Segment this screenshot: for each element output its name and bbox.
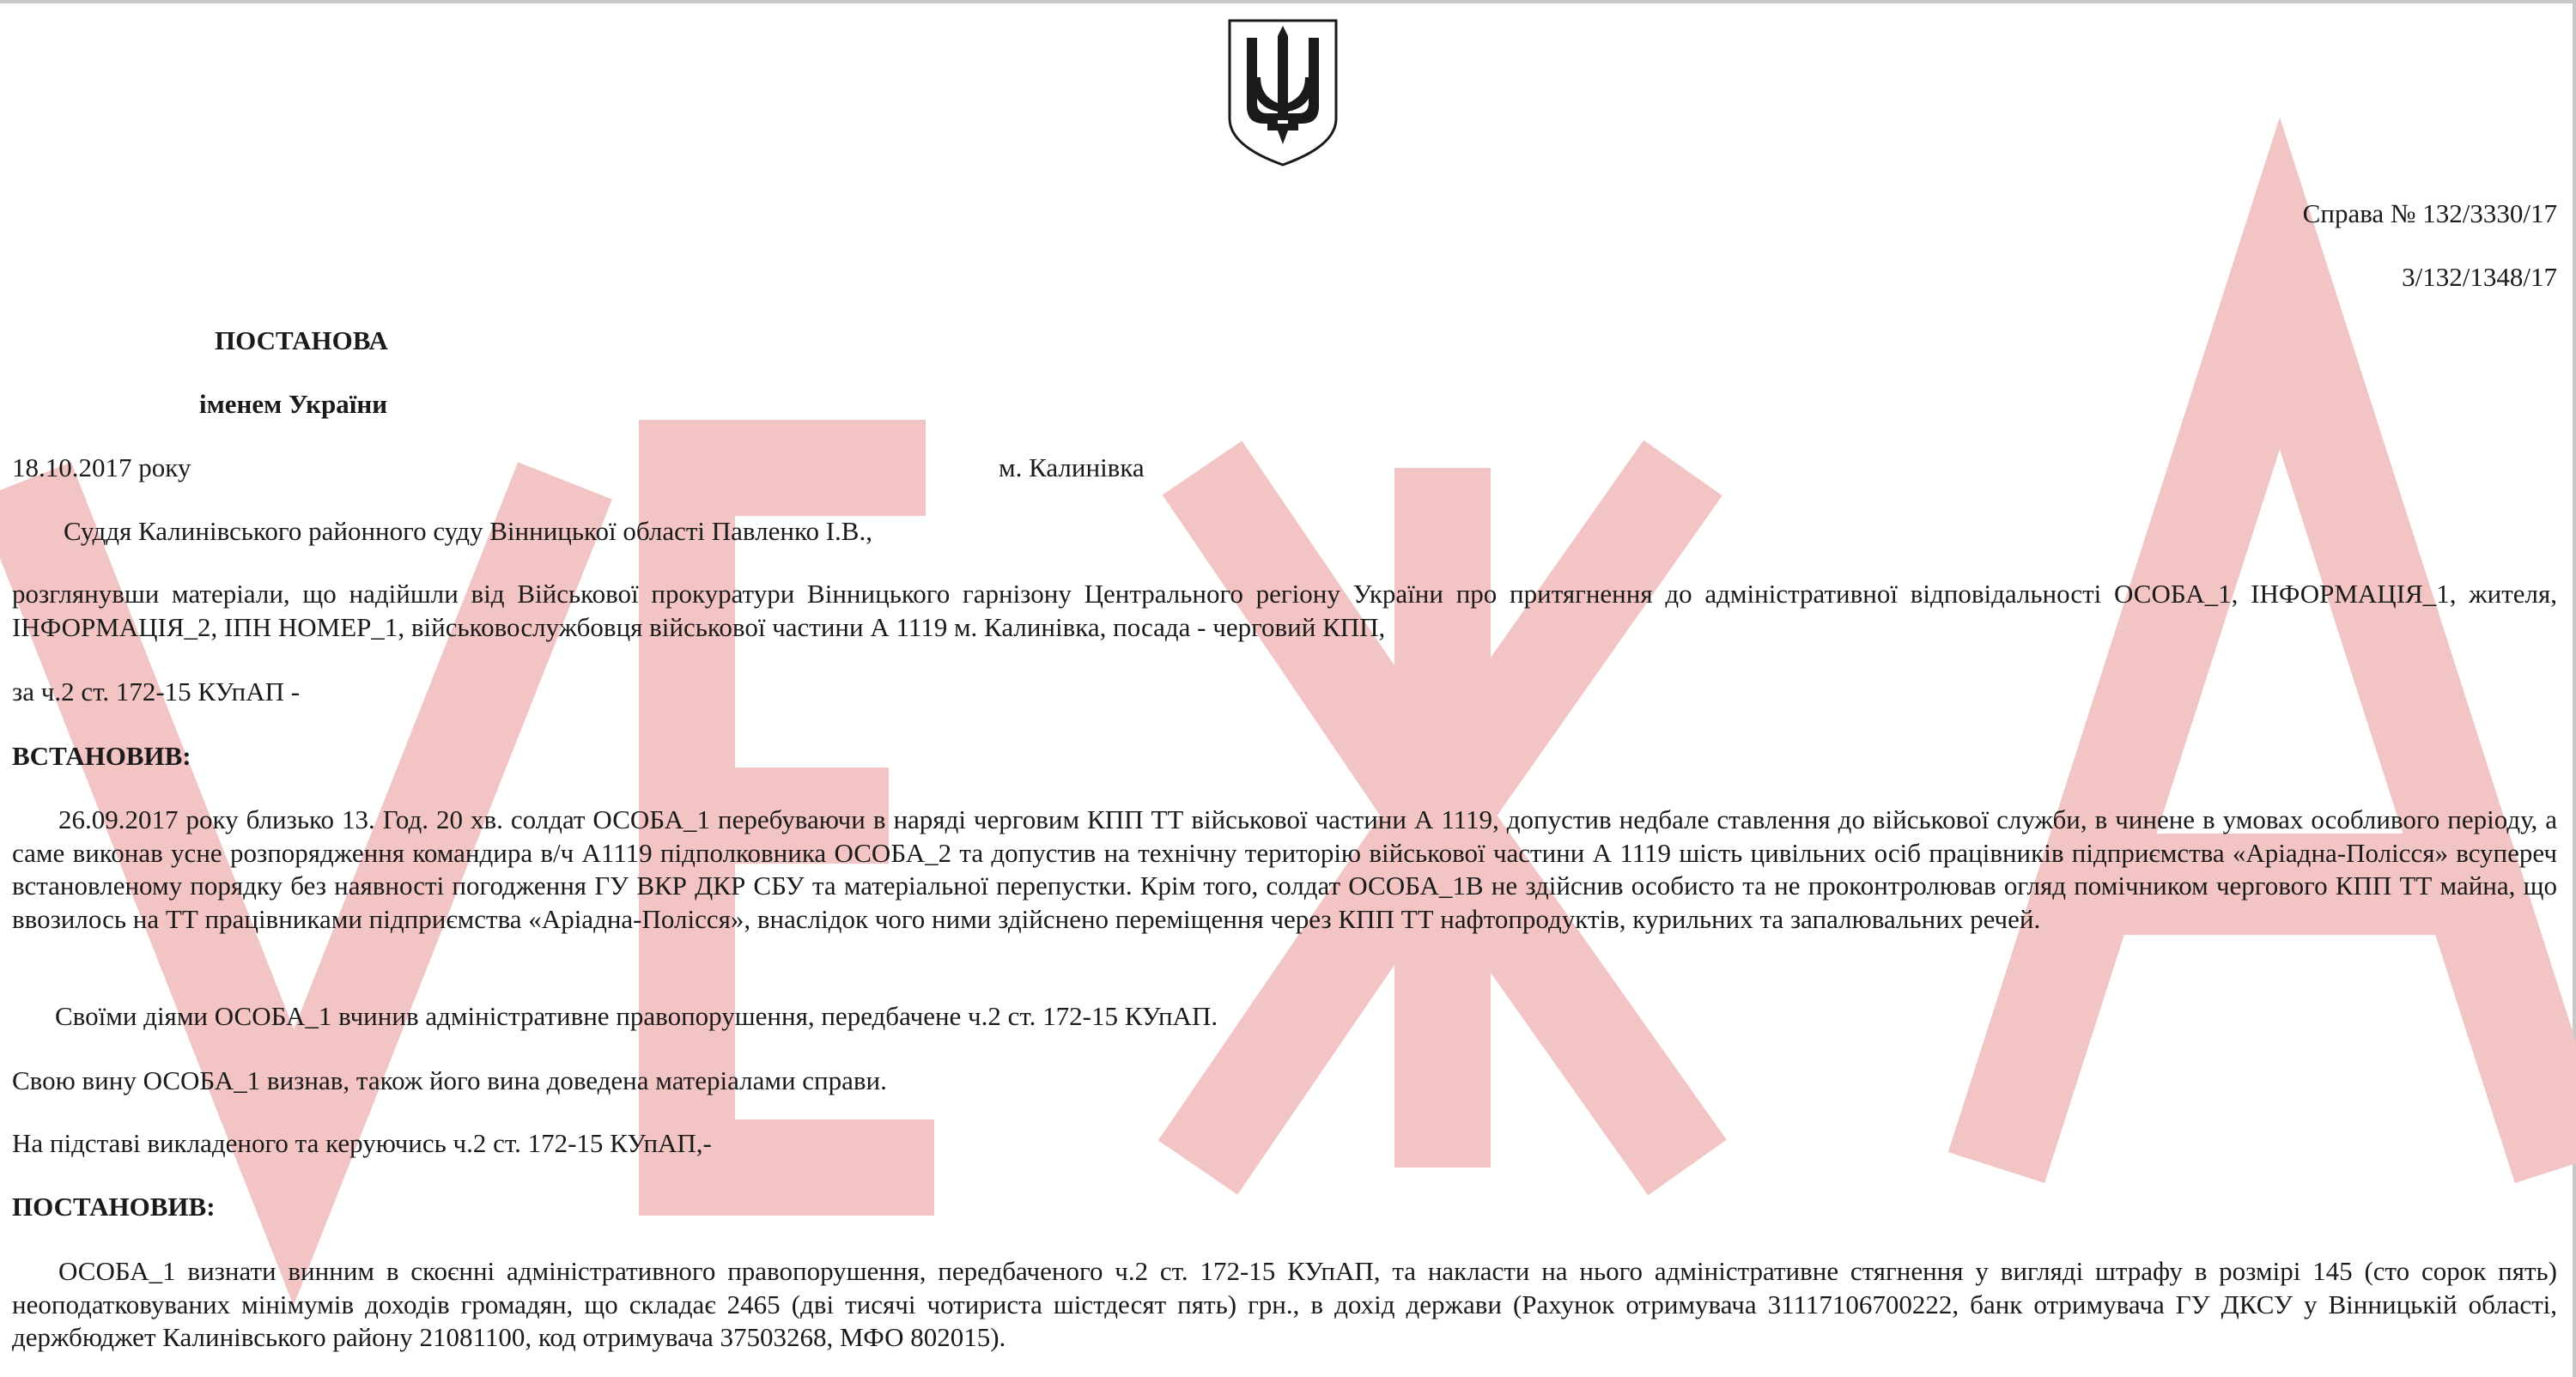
document-title: ПОСТАНОВА: [215, 325, 388, 355]
judge-line: Суддя Калинівського районного суду Вінницької області Павленко І.В.,: [64, 516, 872, 546]
document-subtitle: іменем України: [199, 389, 388, 419]
guilt-paragraph: Свою вину ОСОБА_1 визнав, також його вина доведена матеріалами справи.: [12, 1065, 887, 1095]
proceeding-number: 3/132/1348/17: [2402, 262, 2557, 292]
basis-paragraph: На підставі викладеного та керуючись ч.2 ст. 172-15 КУпАП,-: [12, 1128, 712, 1158]
resolved-paragraph: ОСОБА_1 визнати винним в скоєнні адміністративного правопорушення, передбаченого ч.2 ст. 172-15 КУпАП, та накласти на нього адміністративне стягнення у вигляді штрафу в розмірі 145 (сто сорок пять) неоподатковуваних мінімумів доходів громадян, що складає 2465 (дві тисячі чотириста шістдесят пять) грн., в дохід держави (Рахунок отримувача 31117106700222, банк отримувача ГУ ДКСУ у Вінницькій області, держбюджет Калинівського району 21081100, код отримувача 37503268, МФО 802015).: [12, 1256, 2557, 1352]
article-line: за ч.2 ст. 172-15 КУпАП -: [12, 676, 301, 707]
considered-paragraph: розглянувши матеріали, що надійшли від Військової прокуратури Вінницького гарнізону Центрального регіону України про притягнення до адміністративної відповідальності ОСОБА_1, ІНФОРМАЦІЯ_1, жителя, ІНФОРМАЦІЯ_2, ІПН НОМЕР_1, військовослужбовця військової частини А 1119 м. Калинівка, посада - черговий КПП,: [12, 579, 2557, 642]
resolved-heading: ПОСТАНОВИВ:: [12, 1192, 216, 1222]
actions-paragraph: Своїми діями ОСОБА_1 вчинив адміністративне правопорушення, передбачене ч.2 ст. 172-15 КУпАП.: [55, 1001, 1218, 1031]
case-number: Справа № 132/3330/17: [2302, 198, 2557, 228]
document-date: 18.10.2017 року: [12, 452, 191, 482]
established-heading: ВСТАНОВИВ:: [12, 741, 191, 771]
document-place: м. Калинівка: [999, 452, 1145, 482]
established-paragraph: 26.09.2017 року близько 13. Год. 20 хв. солдат ОСОБА_1 перебуваючи в наряді черговим КПП ТТ військової частини А 1119, допустив недбале ставлення до військової служби, в чинене в умовах особливого періоду, а саме виконав усне розпорядження командира в/ч А1119 підполковника ОСОБА_2 та допустив на технічну територію військової частини А 1119 шість цивільних осіб працівників підприємства «Аріадна-Полісся» всупереч встановленому порядку без наявності погодження ГУ ВКР ДКР СБУ та матеріальної перепустки. Крім того, солдат ОСОБА_1В не здійснив особисто та не проконтролював огляд помічником чергового КПП ТТ майна, що ввозилось на ТТ працівниками підприємства «Аріадна-Полісся», внаслідок чого ними здійснено переміщення через КПП ТТ нафтопродуктів, курильних та запалювальних речей.: [12, 804, 2557, 934]
